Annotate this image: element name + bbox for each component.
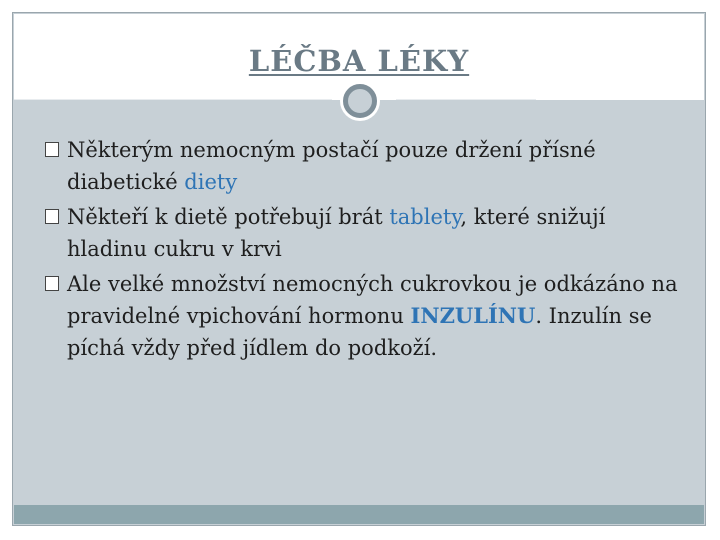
keyword-diety: diety (184, 170, 238, 194)
slide (12, 12, 706, 526)
square-bullet-icon (45, 142, 59, 157)
bottom-bar (14, 505, 704, 524)
keyword-inzulinu: INZULÍNU (410, 303, 536, 328)
bullet-text: . Inzulín se píchá vždy před jídlem do podkoží. (67, 304, 652, 360)
title-divider-right (396, 99, 536, 100)
slide-title (14, 44, 704, 78)
circle-ornament-icon (343, 84, 377, 118)
bullet-item (35, 268, 685, 364)
bullet-item (35, 134, 685, 198)
title-divider-left (14, 99, 332, 100)
bullet-text: Někteří k dietě potřebují brát (67, 205, 390, 229)
square-bullet-icon (45, 276, 59, 291)
square-bullet-icon (45, 209, 59, 224)
bullet-text: Některým nemocným postačí pouze držení přísné diabetické (67, 138, 596, 194)
slide-title-text: LÉČBA LÉKY (248, 44, 470, 78)
bullet-list (35, 134, 685, 367)
bullet-item (35, 201, 685, 265)
keyword-tablety: tablety (389, 205, 461, 229)
bullet-text: Ale velké množství nemocných cukrovkou je odkázáno na pravidelné vpichování hormonu (67, 272, 678, 328)
bullet-text: , které snižují hladinu cukru v krvi (67, 205, 606, 261)
